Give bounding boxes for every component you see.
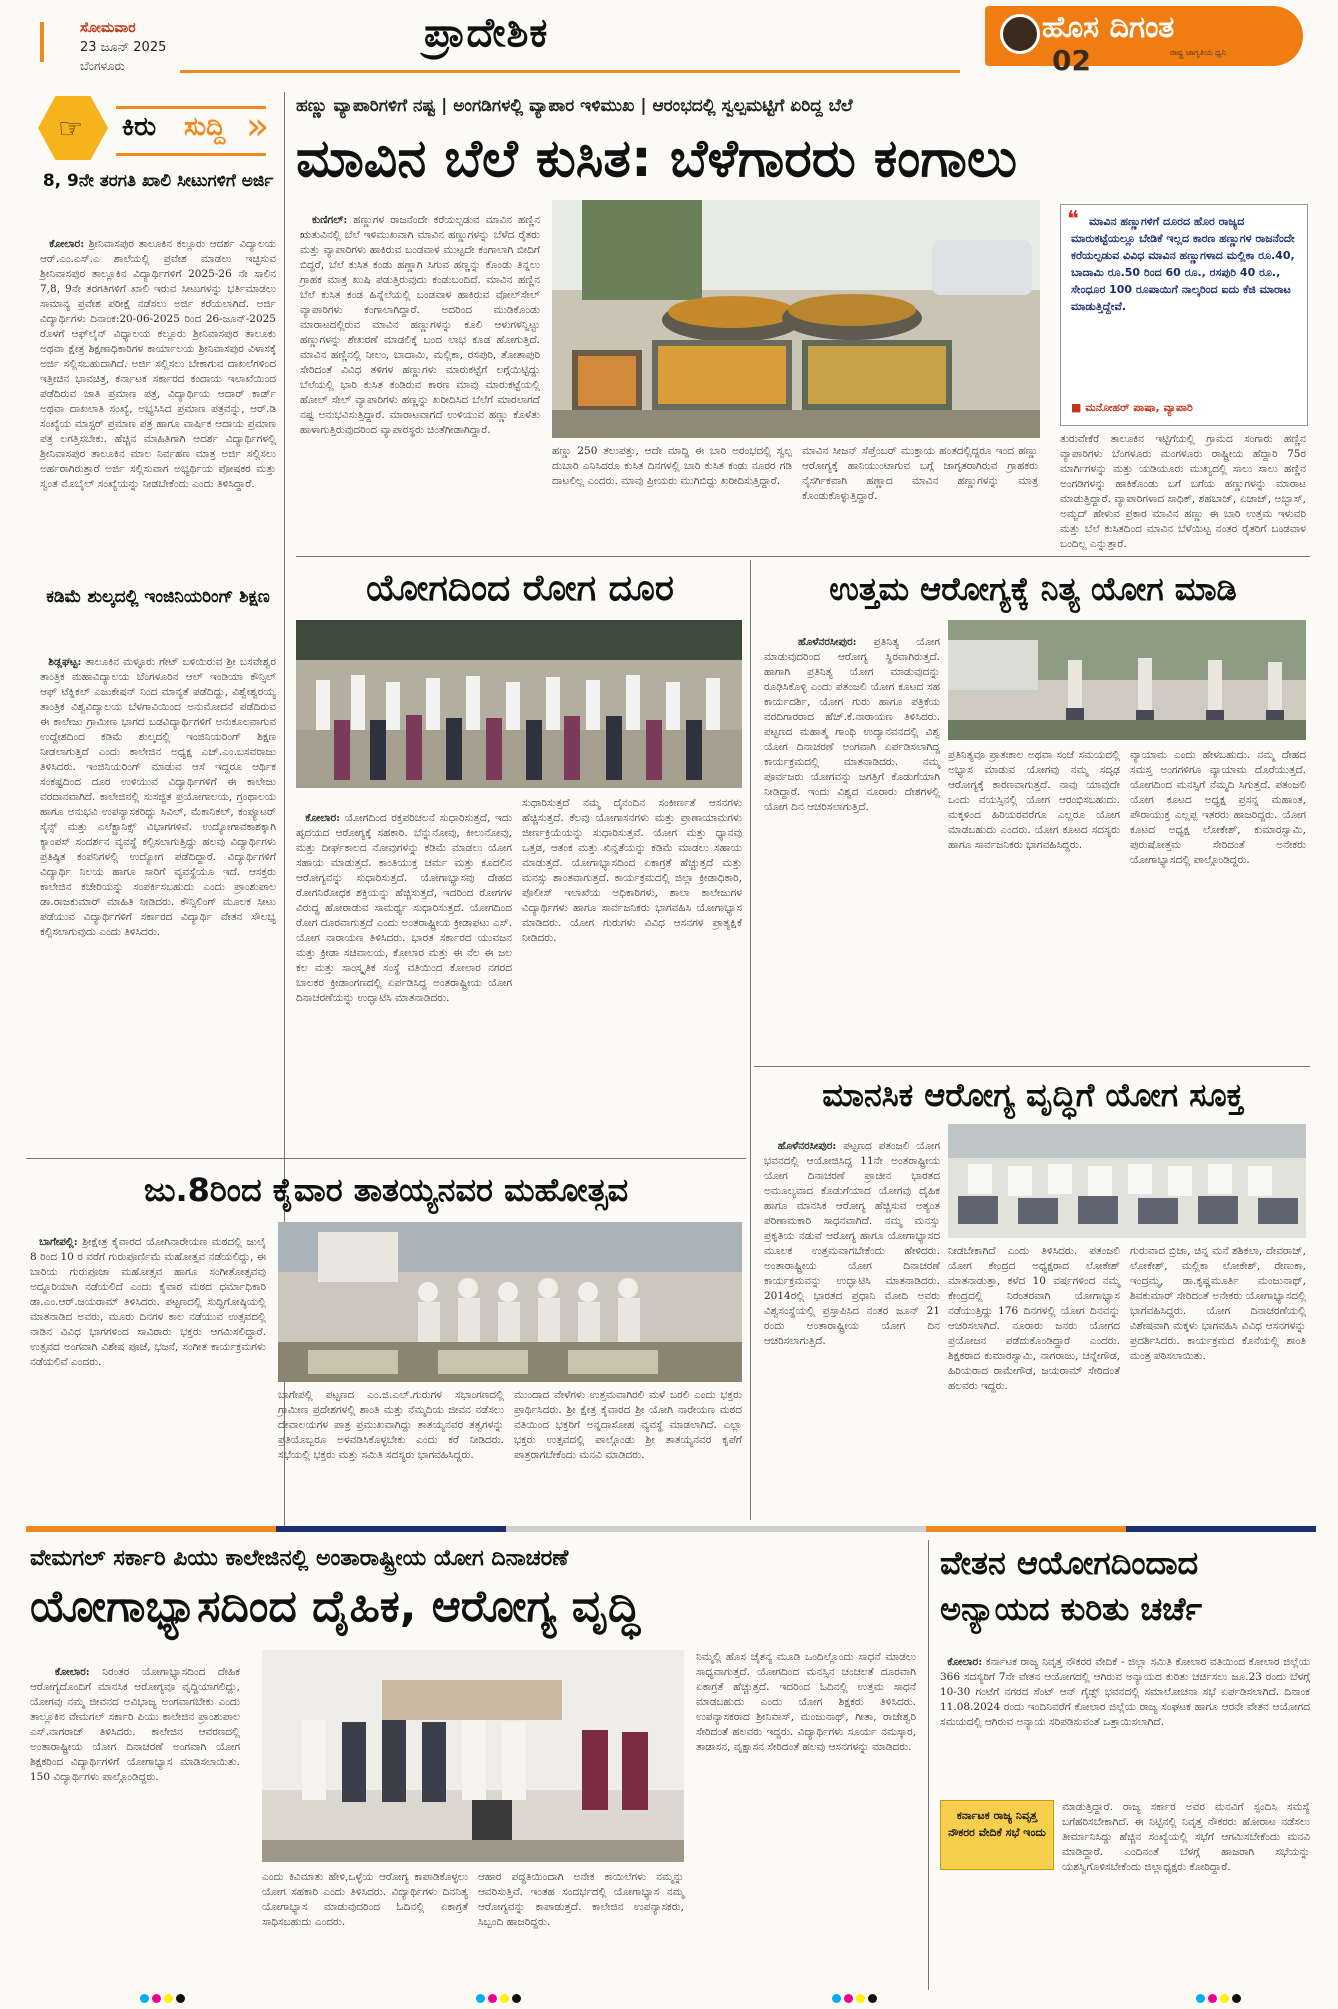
chevron-right-icon: » <box>246 104 270 148</box>
vemagal-col2: ಎಂದು ಕಿವಿಮಾತು ಹೇಳಿ,ಒಳ್ಳೆಯ ಆರೋಗ್ಯ ಕಾಪಾಡಿಕೊಳ್ಳಲು ಯೋಗ ಸಹಕಾರಿ ಎಂದು ತಿಳಿಸಿದರು. ವಿದ್ಯಾರ್ಥಿಗಳು ದಿನನಿತ್ಯ ಯೋಗಾಭ್ಯಾಸ ಮಾಡುವುದರಿಂದ ಓದಿನಲ್ಲಿ ಏಕಾಗ್ರತೆ ಸಾಧಿಸಬಹುದು ಎಂದರು. <box>262 1871 472 1928</box>
mango-kicker: ಹಣ್ಣು ವ್ಯಾಪಾರಿಗಳಿಗೆ ನಷ್ಟ | ಅಂಗಡಿಗಳಲ್ಲಿ ವ್ಯಾಪಾರ ಇಳಿಮುಖ | ಆರಂಭದಲ್ಲಿ ಸ್ವಲ್ಪಮಟ್ಟಿಗೆ ಏರಿದ್ದ ಬೆಲೆ <box>296 96 853 116</box>
hall-yoga-illustration <box>948 1124 1306 1238</box>
yoga1-col1: ಕೋಲಾರ: ಯೋಗದಿಂದ ರಕ್ತಪರಿಚಲನೆ ಸುಧಾರಿಸುತ್ತದೆ, ಇದು ಹೃದಯದ ಆರೋಗ್ಯಕ್ಕೆ ಸಹಕಾರಿ. ಬೆನ್ನುನೋವು, ಕೀಲುನೋವು, ಮತ್ತು ದೀರ್ಘಕಾಲದ ನೋವುಗಳನ್ನು ಕಡಿಮೆ ಮಾಡಲು ಯೋಗ ಸಹಾಯ ಮಾಡುತ್ತದೆ. ಕಾಂತಿಯುಕ್ತ ಚರ್ಮ ಮತ್ತು ಕೂದಲಿನ ಆರೋಗ್ಯವನ್ನು ಸುಧಾರಿಸುತ್ತದೆ. ಯೋಗಾಭ್ಯಾಸವು ದೇಹದ ರೋಗನಿರೋಧಕ ಶಕ್ತಿಯನ್ನು ಹೆಚ್ಚಿಸುತ್ತದೆ, ಇದರಿಂದ ರೋಗಗಳ ವಿರುದ್ಧ ಹೋರಾಡುವ ಸಾಮರ್ಥ್ಯ ಸುಧಾರಿಸುತ್ತದೆ. ಯೋಗದಿಂದ ರೋಗ ದೂರವಾಗುತ್ತದೆ ಎಂದು ಅಂತರಾಷ್ಟ್ರೀಯ ಕ್ರೀಡಾಪಟು ಎಸ್. ಯೋಗ ನಾರಾಯಣ ತಿಳಿಸಿದರು. ಭಾರತ ಸರ್ಕಾರದ ಯುವಜನ ಮತ್ತು ಕ್ರೀಡಾ ಸಚಿವಾಲಯ, ಕೋಲಾರ ಮತ್ತು ಈ ನೆಲ ಈ ಜಲ ಕಲ ಮತ್ತು ಸಾಂಸ್ಕೃತಿಕ ಸಂಸ್ಥೆ ವತಿಯಿಂದ ಕೋಲಾರ ನಗರದ ಬಾಲಕರ ಕ್ರೀಡಾಂಗಣದಲ್ಲಿ ಏರ್ಪಡಿಸಿದ್ದ ಅಂತರಾಷ್ಟ್ರೀಯ ಯೋಗ ದಿನಾಚರಣೆಯನ್ನು ಉದ್ಘಾಟಿಸಿ ಮಾತನಾಡಿದರು. <box>296 812 516 1004</box>
hand-pointer-icon: ☞ <box>58 112 84 145</box>
vetana-headline-2: ಅನ್ಯಾಯದ ಕುರಿತು ಚರ್ಚೆ <box>940 1590 1202 1628</box>
vemagal-col4: ನಿಮ್ಮಲ್ಲಿ ಹೊಸ ಚೈತನ್ಯ ಮೂಡಿ ಒಂದಿಲ್ಲೊಂದು ಸಾಧನೆ ಮಾಡಲು ಸಾಧ್ಯವಾಗುತ್ತದೆ. ಯೋಗದಿಂದ ಮನಸ್ಸಿನ ಚಂಚಲತೆ ದೂರವಾಗಿ ಏಕಾಗ್ರತೆ ಹೆಚ್ಚುತ್ತದೆ. ಇದರಿಂದ ಓದಿನಲ್ಲಿ ಉತ್ತಮ ಸಾಧನೆ ಮಾಡಬಹುದು ಎಂದು ಯೋಗ ಶಿಕ್ಷಕರು ತಿಳಿಸಿದರು. ಉಪನ್ಯಾಸಕರಾದ ಶ್ರೀನಿವಾಸ್, ಮಂಜುನಾಥ್, ಗೀತಾ, ರಾಜೇಶ್ವರಿ ಸೇರಿದಂತೆ ಹಲವರು ಇದ್ದರು. ವಿದ್ಯಾರ್ಥಿಗಳು ಸೂರ್ಯ ನಮಸ್ಕಾರ, ತಾಡಾಸನ, ವೃಕ್ಷಾಸನ ಸೇರಿದಂತೆ ಹಲವು ಆಸನಗಳನ್ನು ಮಾಡಿದರು. <box>696 1651 920 1753</box>
kirusuddi-item1-body: ಕೋಲಾರ: ಶ್ರೀನಿವಾಸಪುರ ತಾಲೂಕಿನ ಕಲ್ಲೂರು ಆದರ್ಶ ವಿದ್ಯಾಲಯ ಆರ್.ಎಂ.ಎಸ್.ಎ ಶಾಲೆಯಲ್ಲಿ ಪ್ರವೇಶ ಮಾಡಲು ಇಚ್ಛಿಸುವ ಶ್ರೀನಿವಾಸಪುರ ತಾಲ್ಲೂಕಿನ ವಿದ್ಯಾರ್ಥಿಗಳಿಗೆ 2025-26 ನೇ ಸಾಲಿನ 7,8, 9ನೇ ತರಗತಿಗಳಿಗೆ ಖಾಲಿ ಇರುವ ಸೀಟುಗಳನ್ನು ಭರ್ತಿಮಾಡಲು ಸಾಮಾನ್ಯ ಪ್ರವೇಶ ಪರೀಕ್ಷೆ ನಡೆಸಲು ಅರ್ಜಿ ಕರೆಯಲಾಗಿದೆ. ಅರ್ಜಿ ವಿದ್ಯಾರ್ಥಿಗಳು ದಿನಾಂಕ:20-06-2025 ರಿಂದ 26-ಜೂನ್-2025 ರೊಳಗೆ ಆಫ್‌ಲೈನ್ ವಿಧ್ಯಾಲಯ ಕಲ್ಲೂರು ಶ್ರೀನಿವಾಸಪುರ ತಾಲೂಕು ಅಥವಾ ಕ್ಷೇತ್ರ ಶಿಕ್ಷಣಾಧಿಕಾರಿಗಳ ಕಾರ್ಯಾಲಯ ಶ್ರೀನಿವಾಸಪುರ ವಿಳಾಸಕ್ಕೆ ಅರ್ಜಿ ಸಲ್ಲಿಸಬಹುದಾಗಿದೆ. ಅರ್ಜಿ ಸಲ್ಲಿಸಲು ಬೇಕಾಗುವ ದಾಖಲೆಗಳಿಂದ ಇತ್ತೀಚಿನ ಭಾವಚಿತ್ರ, ಕರ್ನಾಟಕ ಸರ್ಕಾರದ ಕಂದಾಯ ಇಲಾಖೆಯಿಂದ ಪಡೆದಿರುವ ಜಾತಿ ಪ್ರಮಾಣ ಪತ್ರ, ವಿದ್ಯಾರ್ಥಿಯ ಆದಾರ್ ಕಾರ್ಡ್ ಅಥವಾ ದಾಖಲಾತಿ ಸಂಖ್ಯೆ, ಅಭ್ಯಸಿಸಿದ ಪ್ರಮಾಣ ಪತ್ರವನ್ನು, ಆರ್.ಡಿ ಸಂಖ್ಯೆಯ ಮಾಸ್ಟರ್ ಪ್ರಮಾಣ ಪತ್ರ ಹಾಗೂ ವಾರ್ಷಿಕ ಆದಾಯ ಪ್ರಮಾಣ ಪತ್ರ ಲಗತ್ತಿಸಬೇಕು. ಹೆಚ್ಚಿನ ಮಾಹಿತಿಗಾಗಿ ಆದರ್ಶ ವಿದ್ಯಾರ್ಥಿಗಳಲ್ಲಿ ಶ್ರೀನಿವಾಸಪುರ ತಾಲೂಕಿನ ಮಾಲ ನಿರ್ವಹಣ ಮಾತ್ರ ಅರ್ಜಿ ಸಲ್ಲಿಸಲು ಅರ್ಹರಾಗಿರುತ್ತಾರೆ ಅರ್ಜಿ ಸಲ್ಲಿಸುವಾಗ ಅಭ್ಯರ್ಥಿಯ ಪೋಷಕರ ಮತ್ತು ಸ್ವಂತ ಮೊಬೈಲ್ ಸಂಖ್ಯೆಯನ್ನು ನೀಡಬೇಕೆಂದು ಎಂದು ತಿಳಿಸಿದ್ದಾರೆ. <box>40 238 280 490</box>
dateline: ಕುಣಿಗಲ್: <box>312 214 348 226</box>
kirusuddi-label-1: ಕಿರು <box>122 112 157 142</box>
dateline: ಬಾಗೇಪಲ್ಲಿ: <box>39 1236 78 1248</box>
mango-quote-by: ■ ಮನೋಹರ್ ಪಾಷಾ, ವ್ಯಾಪಾರಿ <box>1071 401 1193 414</box>
yoga1-photo <box>296 620 742 788</box>
dateline: ಕೋಲಾರ: <box>54 1666 90 1678</box>
registration-marks-left <box>140 1994 185 2003</box>
meeting-hall-illustration <box>278 1222 742 1382</box>
vemagal-kicker: ವೇಮಗಲ್ ಸರ್ಕಾರಿ ಪಿಯು ಕಾಲೇಜಿನಲ್ಲಿ ಅಂತಾರಾಷ್ಟ್ರೀಯ ಯೋಗ ದಿನಾಚರಣೆ <box>30 1546 569 1571</box>
page-number: 02 <box>1052 44 1091 77</box>
kirusuddi-logo <box>38 96 270 160</box>
kaivara-photo <box>278 1222 742 1382</box>
mango-quote: ಮಾವಿನ ಹಣ್ಣುಗಳಿಗೆ ದೂರದ ಹೊರ ರಾಜ್ಯದ ಮಾರುಕಟ್ಟೆಯಲ್ಲೂ ಬೇಡಿಕೆ ಇಲ್ಲದ ಕಾರಣ ಹಣ್ಣುಗಳ ರಾಜನೆಂದೇ ಕರೆಯಲ್ಪಡುವ ವಿವಿಧ ಮಾವಿನ ಹಣ್ಣುಗಳಾದ ಮಲ್ಲಿಕಾ ರೂ.40, ಬಾದಾಮಿ ರೂ.50 ರಿಂದ 60 ರೂ., ರಸಪುರಿ 40 ರೂ., ಸೇಂಧೂರ 100 ರೂಪಾಯಿಗೆ ನಾಲ್ಕರಿಂದ ಐದು ಕೆಜಿ ಮಾರಾಟ ಮಾಡುತ್ತಿದ್ದೇವೆ. <box>1071 215 1295 313</box>
kaivara-headline: ಜು.8ರಿಂದ ಕೈವಾರ ತಾತಯ್ಯನವರ ಮಹೋತ್ಸವ <box>143 1171 629 1209</box>
kaivara-col2: ಬಾಗೇಪಲ್ಲಿ ಪಟ್ಟಣದ ಎಂ.ಜಿ.ಎಲ್.ಗುರುಗಳ ಸಭಾಂಗಣದಲ್ಲಿ ಗ್ರಾಮೀಣ ಪ್ರದೇಶಗಳಲ್ಲಿ ಶಾಂತಿ ಮತ್ತು ನೆಮ್ಮದಿಯ ಜೀವನ ನಡೆಸಲು ದೇವಾಲಯಗಳ ಪಾತ್ರ ಪ್ರಮುಖವಾಗಿದ್ದು ತಾತಯ್ಯನವರ ತತ್ವಗಳನ್ನು ಪ್ರತಿಯೊಬ್ಬರೂ ಅಳವಡಿಸಿಕೊಳ್ಳಬೇಕು ಎಂದು ಕರೆ ನೀಡಿದರು. ಸಭೆಯಲ್ಲಿ ಭಕ್ತರು ಮತ್ತು ಸಮಿತಿ ಸದಸ್ಯರು ಭಾಗವಹಿಸಿದ್ದರು. <box>278 1389 508 1461</box>
yoga2-headline: ಉತ್ತಮ ಆರೋಗ್ಯಕ್ಕೆ ನಿತ್ಯ ಯೋಗ ಮಾಡಿ <box>829 570 1237 608</box>
vetana-body1: ಕೋಲಾರ: ಕರ್ನಾಟಕ ರಾಜ್ಯ ನಿವೃತ್ತ ನೌಕರರ ವೇದಿಕೆ - ಜಿಲ್ಲಾ ಸಮಿತಿ ಕೋಲಾರ ವತಿಯಿಂದ ಕೋಲಾರ ಜಿಲ್ಲೆಯ 366 ಸದಸ್ಯರಿಗೆ 7ನೇ ವೇತನ ಆಯೋಗದಲ್ಲಿ ಆಗಿರುವ ಅನ್ಯಾಯದ ಕುರಿತು ಚರ್ಚಿಸಲು ಜೂ.23 ರಂದು ಬೆಳಗ್ಗೆ 10-30 ಗಂಟೆಗೆ ನಗರದ ಸೆಂಟ್ ಆನ್ ಗೈಡ್ಸ್ ಭವನದಲ್ಲಿ ಸಮಾಲೋಚನಾ ಸಭೆ ಏರ್ಪಡಿಸಲಾಗಿದೆ. ದಿನಾಂಕ 11.08.2024 ರಂದು ಇಂದಿನಿವರೆಗೆ ಕೋಲಾರ ಜಿಲ್ಲೆಯ ರಾಜ್ಯ ಸಂಘಟಕ ಹಾಗೂ ಆರನೇ ವೇತನ ಆಯೋಗದ ಸಮಯದಲ್ಲಿ ಆಗಿರುವ ಅನ್ಯಾಯ ಸರಿಪಡಿಸುವಂತೆ ಒತ್ತಾಯಿಸಲಾಗಿದೆ. <box>940 1656 1314 1728</box>
yoga-column-divider <box>750 560 751 1520</box>
kirusuddi-item2-body: ಶಿಡ್ಲಘಟ್ಟ: ತಾಲೂಕಿನ ಮಳ್ಳೂರು ಗೇಟ್ ಬಳಿಯಿರುವ ಶ್ರೀ ಬಸವೇಶ್ವರ ತಾಂತ್ರಿಕ ಮಹಾವಿದ್ಯಾಲಯ ಬೆಂಗಳೂರಿನ ಆಲ್ ಇಂಡಿಯಾ ಕೌನ್ಸಿಲ್ ಆಫ್ ಟೆಕ್ನಿಕಲ್ ಎಜುಕೇಷನ್ ನಿಂದ ಮಾನ್ಯತೆ ಪಡೆದಿದ್ದು, ವಿಶ್ವೇಶ್ವರಯ್ಯ ತಾಂತ್ರಿಕ ವಿಶ್ವವಿದ್ಯಾಲಯ ಬೆಳಗಾವಿಯಿಂದ ಅನುಮೋದನೆ ಪಡೆದಿರುವ ಈ ಕಾಲೇಜು ಗ್ರಾಮೀಣ ಭಾಗದ ಬಡವಿದ್ಯಾರ್ಥಿಗಳಿಗೆ ಅನುಕೂಲವಾಗುವ ಉದ್ದೇಶದಿಂದ ಕಡಿಮೆ ಶುಲ್ಕದಲ್ಲಿ ಇಂಜಿನಿಯರಿಂಗ್ ಶಿಕ್ಷಣ ನೀಡಲಾಗುತ್ತಿದೆ ಎಂದು ಕಾಲೇಜಿನ ಅಧ್ಯಕ್ಷ ಎಚ್.ಎಂ.ಬಸವರಾಜು ತಿಳಿಸಿದರು. ಇಂಜಿನಿಯರಿಂಗ್ ಮಾಡುವ ಆಸೆ ಇದ್ದರೂ ಆರ್ಥಿಕ ಸಂಕಷ್ಟದಿಂದ ದೂರ ಉಳಿಯುವ ವಿದ್ಯಾರ್ಥಿಗಳಿಗೆ ಈ ಕಾಲೇಜು ವರದಾನವಾಗಿದೆ. ಕಾಲೇಜಿನಲ್ಲಿ ಸುಸಜ್ಜಿತ ಪ್ರಯೋಗಾಲಯ, ಗ್ರಂಥಾಲಯ ಹಾಗೂ ಅನುಭವಿ ಉಪನ್ಯಾಸಕರಿದ್ದು ಸಿವಿಲ್, ಮೆಕಾನಿಕಲ್, ಕಂಪ್ಯೂಟರ್ ಸೈನ್ಸ್ ಮತ್ತು ಎಲೆಕ್ಟ್ರಾನಿಕ್ಸ್ ವಿಭಾಗಗಳಿವೆ. ಉದ್ಯೋಗಾವಕಾಶಕ್ಕಾಗಿ ಕ್ಯಾಂಪಸ್ ಸಂದರ್ಶನ ವ್ಯವಸ್ಥೆ ಕಲ್ಪಿಸಲಾಗುತ್ತಿದ್ದು ಹಲವು ವಿದ್ಯಾರ್ಥಿಗಳು ಪ್ರತಿಷ್ಠಿತ ಕಂಪನಿಗಳಲ್ಲಿ ಉದ್ಯೋಗ ಪಡೆದಿದ್ದಾರೆ. ವಿದ್ಯಾರ್ಥಿಗಳಿಗೆ ವಿದ್ಯಾರ್ಥಿ ನಿಲಯ ಹಾಗೂ ಸಾರಿಗೆ ವ್ಯವಸ್ಥೆಯೂ ಇದೆ. ಆಸಕ್ತರು ಕಾಲೇಜಿನ ಕಚೇರಿಯನ್ನು ಸಂಪರ್ಕಿಸಬಹುದು ಎಂದು ಪ್ರಾಂಶುಪಾಲ ಡಾ.ರಾಜಕುಮಾರ್ ಮಾಹಿತಿ ನೀಡಿದರು. ಕೌನ್ಸಿಲಿಂಗ್ ಮೂಲಕ ಸೀಟು ಪಡೆಯುವ ವಿದ್ಯಾರ್ಥಿಗಳಿಗೆ ಸರ್ಕಾರದ ವಿದ್ಯಾರ್ಥಿ ವೇತನ ಸೌಲಭ್ಯ ಕಲ್ಪಿಸಲಾಗುವುದು ಎಂದು ತಿಳಿಸಿದರು. <box>40 656 280 938</box>
dateline: ಶಿಡ್ಲಘಟ್ಟ: <box>48 656 82 668</box>
dateline: ಹೊಳೆನರಸೀಪುರ: <box>798 636 857 648</box>
mango-headline: ಮಾವಿನ ಬೆಲೆ ಕುಸಿತ: ಬೆಳೆಗಾರರು ಕಂಗಾಲು <box>296 129 1018 189</box>
registration-marks-center <box>476 1994 521 2003</box>
yoga-crowd-illustration <box>296 620 742 788</box>
dateline: ಕೋಲಾರ: <box>49 238 85 250</box>
yoga3-photo <box>948 1124 1306 1238</box>
yoga2-col3: ವ್ಯಾಯಾಮ ಎಂದು ಹೇಳಬಹುದು. ನಮ್ಮ ದೇಹದ ಸಮಸ್ತ ಅಂಗಗಳಿಗೂ ವ್ಯಾಯಾಮ ದೊರೆಯುತ್ತದೆ. ಯೋಗದಿಂದ ಮನಸ್ಸಿಗೆ ನೆಮ್ಮದಿ ಸಿಗುತ್ತದೆ. ಪತಂಜಲಿ ಯೋಗ ಕೂಟದ ಅಧ್ಯಕ್ಷ ಪ್ರಸನ್ನ ಮಹಾಂತ, ಪೌರಾಯುಕ್ತ ಎಲ್ಲಪ್ಪ ಇತರರು ಹಾಜರಿದ್ದರು. ಯೋಗ ಕೂಟದ ಅಧ್ಯಕ್ಷ ಲೋಕೇಶ್, ಕುಮಾರಸ್ವಾಮಿ, ಪುರುಷೋತ್ತಮ ಸೇರಿದಂತೆ ಅನೇಕರು ಯೋಗಾಭ್ಯಾಸದಲ್ಲಿ ಪಾಲ್ಗೊಂಡಿದ್ದರು. <box>1130 749 1310 866</box>
yoga1-headline: ಯೋಗದಿಂದ ರೋಗ ದೂರ <box>366 568 674 609</box>
vetana-headline-1: ವೇತನ ಆಯೋಗದಿಂದಾದ <box>940 1544 1199 1582</box>
vetana-body2: ಮಾಡುತ್ತಿದ್ದಾರೆ. ರಾಜ್ಯ ಸರ್ಕಾರ ಅವರ ಮನವಿಗೆ ಸ್ಪಂದಿಸಿ ಸಮಸ್ಯೆ ಬಗೆಹರಿಸಬೇಕಾಗಿದೆ. ಈ ನಿಟ್ಟಿನಲ್ಲಿ ನಿವೃತ್ತ ನೌಕರರು ಹೋರಾಟ ನಡೆಸಲು ತೀರ್ಮಾನಿಸಿದ್ದು ಹೆಚ್ಚಿನ ಸಂಖ್ಯೆಯಲ್ಲಿ ಸಭೆಗೆ ಆಗಮಿಸಬೇಕೆಂದು ಮನವಿ ಮಾಡಿದ್ದಾರೆ. ಎಂದಿನಂತೆ ಬೆಳಗ್ಗೆ ಹಾಜರಾಗಿ ಸಭೆಯನ್ನು ಯಶಸ್ವಿಗೊಳಿಸಬೇಕೆಂದು ಜಿಲ್ಲಾಧ್ಯಕ್ಷರು ಕೋರಿದ್ದಾರೆ. <box>1062 1801 1314 1873</box>
masthead <box>0 0 1338 80</box>
kaivara-top-rule <box>26 1158 746 1159</box>
brand-logo-emblem-icon <box>1000 14 1040 54</box>
vetana-highlight-box <box>940 1800 1054 1870</box>
yoga2-photo <box>948 620 1306 740</box>
yoga2-col2: ಪ್ರತಿನಿತ್ಯವೂ ಪ್ರಾತಃಕಾಲ ಅಥವಾ ಸಂಜೆ ಸಮಯದಲ್ಲಿ ಅಭ್ಯಾಸ ಮಾಡುವ ಯೋಗವು ನಮ್ಮ ಸದೃಢ ಆರೋಗ್ಯಕ್ಕೆ ಕಾರಣವಾಗುತ್ತದೆ. ನಾವು ಯಾವುದೇ ಒಂದು ವಯಸ್ಸಿನಲ್ಲಿ ಯೋಗ ಆರಂಭಿಸಬಹುದು. ಮಕ್ಕಳಿಂದ ಹಿರಿಯರವರೆಗೂ ಎಲ್ಲರೂ ಯೋಗ ಮಾಡಬಹುದು ಎಂದರು. ಯೋಗ ಕೂಟದ ಸದಸ್ಯರು ಹಾಗೂ ಸಾರ್ವಜನಿಕರು ಭಾಗವಹಿಸಿದ್ದರು. <box>948 749 1124 851</box>
yoga3-col2: ನೀಡಬೇಕಾಗಿದೆ ಎಂದು ತಿಳಿಸಿದರು. ಪತಂಜಲಿ ಯೋಗ ಕೇಂದ್ರದ ಅಧ್ಯಕ್ಷರಾದ ಲೋಕೇಶ್ ಮಾತನಾಡುತ್ತಾ, ಕಳೆದ 10 ವರ್ಷಗಳಿಂದ ನಮ್ಮ ಕೇಂದ್ರದಲ್ಲಿ ನಿರಂತರವಾಗಿ ಯೋಗಾಭ್ಯಾಸ ನಡೆಯುತ್ತಿದ್ದು 176 ದಿನಗಳಲ್ಲಿ ಯೋಗ ದಿನವನ್ನು ಆಚರಿಸಲಾಗಿದೆ. ನೂರಾರು ಜನರು ಯೋಗದ ಪ್ರಯೋಜನ ಪಡೆದುಕೊಂಡಿದ್ದಾರೆ ಎಂದರು. ಶಿಕ್ಷಕರಾದ ಕುಮಾರಸ್ವಾಮಿ, ನಾಗರಾಜು, ಚನ್ನೇಗೌಡ, ಹಿರಿಯರಾದ ರಾಮೇಗೌಡ, ಜಯರಾಮ್ ಸೇರಿದಂತೆ ಹಲವರು ಇದ್ದರು. <box>948 1245 1124 1392</box>
yoga2-bottom-rule <box>754 1066 1310 1067</box>
yoga3-col1: ಹೊಳೆನರಸೀಪುರ: ಪಟ್ಟಣದ ಪತಂಜಲಿ ಯೋಗ ಭವನದಲ್ಲಿ ಆಯೋಜಿಸಿದ್ದ 11ನೇ ಅಂತರಾಷ್ಟ್ರೀಯ ಯೋಗ ದಿನಾಚರಣೆ ಪ್ರಾಚೀನ ಭಾರತದ ಅಮೂಲ್ಯವಾದ ಕೊಡುಗೆಯಾದ ಯೋಗವು ದೈಹಿಕ ಹಾಗೂ ಮಾನಸಿಕ ಆರೋಗ್ಯ ಹೆಚ್ಚಿಸುವ ಅತ್ಯಂತ ಪರಿಣಾಮಕಾರಿ ಸಾಧನವಾಗಿದೆ. ನಮ್ಮ ಮನಸ್ಸು ಪ್ರಕೃತಿಯ ನಡುವೆ ಆರೋಗ್ಯ ಹಾಗೂ ಯೋಗಾಭ್ಯಾಸದ ಮೂಲಕ ಉತ್ತಮವಾಗಬೇಕೆಂದು ಹೇಳಿದರು. ಅಂತಾರಾಷ್ಟ್ರೀಯ ಯೋಗ ದಿನಾಚರಣೆ ಕಾರ್ಯಕ್ರಮವನ್ನು ಉದ್ಘಾಟಿಸಿ ಮಾತನಾಡಿದರು. 2014ರಲ್ಲಿ ಭಾರತದ ಪ್ರಧಾನಿ ಮೋದಿ ಅವರು ವಿಶ್ವಸಂಸ್ಥೆಯಲ್ಲಿ ಪ್ರಸ್ತಾಪಿಸಿದ ನಂತರ ಜೂನ್ 21 ರಂದು ಅಂತಾರಾಷ್ಟ್ರೀಯ ಯೋಗ ದಿನ ಆಚರಿಸಲಾಗುತ್ತಿದೆ. <box>764 1140 944 1347</box>
yoga3-headline: ಮಾನಸಿಕ ಆರೋಗ್ಯ ವೃದ್ಧಿಗೆ ಯೋಗ ಸೂಕ್ತ <box>822 1076 1244 1114</box>
mango-photo <box>552 200 1040 438</box>
vemagal-col3: ಆಹಾರ ಪದ್ಧತಿಯಿಂದಾಗಿ ಅನೇಕ ಕಾಯಿಲೆಗಳು ನಮ್ಮನ್ನು ಆವರಿಸುತ್ತಿವೆ. ಇಂತಹ ಸಂದರ್ಭದಲ್ಲಿ ಯೋಗಾಭ್ಯಾಸ ನಮ್ಮ ಆರೋಗ್ಯವನ್ನು ಕಾಪಾಡುತ್ತದೆ. ಕಾಲೇಜಿನ ಉಪನ್ಯಾಸಕರು, ಸಿಬ್ಬಂದಿ ಹಾಜರಿದ್ದರು. <box>478 1871 688 1928</box>
masthead-city: ಬೆಂಗಳೂರು <box>80 59 125 73</box>
mango-photo-caption: ಹಣ್ಣು 250 ತಲುಪತ್ತು, ಆದೇ ಮಾದ್ದಿ ಈ ಬಾರಿ ಅರಂಭದಲ್ಲಿ ಸ್ವಲ್ಪ ದುಬಾರಿ ಎನಿಸಿದರೂ ಕುಸಿತ ದಿನಗಳಲ್ಲಿ ಬಾರಿ ಕುಸಿತ ಕಂಡು ನೂರರ ಗಡಿ ದಾಟಲಿಲ್ಲ ಎಂದರು. ಮಾವು ಪ್ರೀಯರು ಮುಗಿಬಿದ್ದು ಖರೀದಿಸುತ್ತಿದ್ದಾರೆ. <box>552 445 796 487</box>
vemagal-photo <box>262 1650 684 1862</box>
vemagal-col1: ಕೋಲಾರ: ನಿರಂತರ ಯೋಗಾಭ್ಯಾಸದಿಂದ ದೇಹಿಕ ಆರೋಗ್ಯದೊಂದಿಗೆ ಮಾನಸಿಕ ಆರೋಗ್ಯವೂ ವೃದ್ಧಿಯಾಗಲಿದ್ದು, ಯೋಗವು ನಮ್ಮ ಜೀವನದ ಅವಿಭಾಜ್ಯ ಅಂಗವಾಗಬೇಕು ಎಂದು ತಾಲ್ಲೂಕಿನ ವೇಮಗಲ್ ಸರ್ಕಾರಿ ಪಿಯು ಕಾಲೇಜಿನ ಪ್ರಾಂಶುಪಾಲ ಎಸ್.ನಾಗರಾಜ್ ತಿಳಿಸಿದರು. ಕಾಲೇಜಿನ ಆವರಣದಲ್ಲಿ ಅಂತಾರಾಷ್ಟ್ರೀಯ ಯೋಗ ದಿನಾಚರಣೆ ಅಂಗವಾಗಿ ಯೋಗ ಶಿಕ್ಷಕರಿಂದ ವಿದ್ಯಾರ್ಥಿಗಳಿಗೆ ಯೋಗಾಭ್ಯಾಸ ಮಾಡಿಸಲಾಯಿತು. 150 ವಿದ್ಯಾರ್ಥಿಗಳು ಪಾಲ್ಗೊಂಡಿದ್ದರು. <box>30 1666 244 1783</box>
college-stage-illustration <box>262 1650 684 1862</box>
mango-bottom-rule <box>296 556 1310 557</box>
yoga3-col3: ಗುರುವಾದ ಬ್ರಿಜಾ, ಚಿನ್ನ ಮನೆ ಶಶಿಕಲಾ, ದೇವರಾಜ್, ಲೋಕೇಶ್, ಮಲ್ಲಿಕಾ ಲೋಕೇಶ್, ರೇಣುಕಾ, ಇಂದ್ರಮ್ಮ, ಡಾ.ಕೃಷ್ಣಮೂರ್ತಿ ಮಂಜುನಾಥ್, ಶಿವಕುಮಾರ್ ಸೇರಿದಂತೆ ಅನೇಕರು ಯೋಗಾಭ್ಯಾಸದಲ್ಲಿ ಭಾಗವಹಿಸಿದ್ದರು. ಯೋಗ ದಿನಾಚರಣೆಯಲ್ಲಿ ವಿಶೇಷವಾಗಿ ಮಕ್ಕಳು ಭಾಗವಹಿಸಿ ವಿವಿಧ ಆಸನಗಳನ್ನು ಪ್ರದರ್ಶಿಸಿದರು. ಕಾರ್ಯಕ್ರಮದ ಕೊನೆಯಲ್ಲಿ ಶಾಂತಿ ಮಂತ್ರ ಪಠಿಸಲಾಯಿತು. <box>1130 1245 1310 1362</box>
vetana-highlight-text: ಕರ್ನಾಟಕ ರಾಜ್ಯ ನಿವೃತ್ತ ನೌಕರರ ವೇದಿಕೆ ಸಭೆ ಇಂದು <box>948 1809 1046 1839</box>
brand-tagline: ರಾಷ್ಟ್ರ ಜಾಗೃತಿಯ ಧ್ವನಿ <box>1170 48 1227 57</box>
quote-icon: ❝ <box>1067 207 1079 232</box>
masthead-date: 23 ಜೂನ್ 2025 <box>80 40 167 55</box>
color-strip <box>26 1526 1316 1532</box>
masthead-day: ಸೋಮವಾರ <box>80 20 136 36</box>
registration-marks-right <box>1196 1994 1241 2003</box>
mango-crates-illustration <box>552 200 1040 438</box>
mango-quote-box <box>1060 204 1308 426</box>
mango-col-right: ತುರುವೇಕೆರೆ ತಾಲೂಕಿನ ಇಟ್ಟಿಗೆಯಲ್ಲಿ ಗ್ರಾಮದ ಸಂಗಾರು ಹಣ್ಣಿನ ವ್ಯಾಪಾರಿಗಳು ಬೆಂಗಳೂರು ಮಂಗಳೂರು ರಾಷ್ಟ್ರೀಯ ಹೆದ್ದಾರಿ 75ರ ಮಾರ್ಗಿಗಳನ್ನು ಮತ್ತು ಯಡಿಯೂರು ಮುಖ್ಯದಲ್ಲಿ ಸಾಲು ಸಾಲು ಹಣ್ಣಿನ ಅಂಗಡಿಗಳನ್ನು ಹಾಕಿಕೊಂಡು ಬಗೆ ಬಗೆಯ ಹಣ್ಣುಗಳನ್ನು ಮಾರಾಟ ಮಾಡುತ್ತಿದ್ದಾರೆ. ವ್ಯಾಪಾರಿಗಳಾದ ಸಾಧಿಕ್, ಶಹಬಾಜ್, ಏಜಾಜ್, ಅಬ್ಬಾಸ್, ಅಮ್ಜದ್ ಹೇಳುವ ಪ್ರಕಾರ ಮಾವಿನ ಹಣ್ಣು ಈ ಬಾರಿ ಉತ್ತಮ ಇಳುವರಿ ಮತ್ತು ಬೆಲೆ ಕುಸಿತದಿಂದ ಮಾವಿನ ಬೆಳೆಯಿಟ್ಟ ನಂತರ ರೈತರಿಗೆ ಬಂಡವಾಳ ಬಂದಿಲ್ಲ ಎನ್ನುತ್ತಾರೆ. <box>1060 433 1310 550</box>
kirusuddi-item1-headline: 8, 9ನೇ ತರಗತಿ ಖಾಲಿ ಸೀಟುಗಳಿಗೆ ಅರ್ಜಿ <box>42 171 274 191</box>
dateline: ಕೋಲಾರ: <box>305 812 341 824</box>
masthead-rule <box>180 70 960 73</box>
mango-col-bottom2: ಮಾವಿನ ಸೀಜನ್ ಸೆಪ್ತೆಂಬರ್ ಮುಕ್ತಾಯ ಹಂತದಲ್ಲಿದ್ದರೂ ಇಂದ ಹಣ್ಣು ಆರೋಗ್ಯಕ್ಕೆ ಹಾನಿಯುಂಟಾಗುವ ಬಗ್ಗೆ ಜಾಗೃತರಾಗಿರುವ ಗ್ರಾಹಕರು ನೈಸರ್ಗಿಕವಾಗಿ ಹಣ್ಣಾದ ಮಾವಿನ ಹಣ್ಣುಗಳನ್ನು ಮಾತ್ರ ಕೊಂಡುಕೊಳ್ಳುತ್ತಿದ್ದಾರೆ. <box>802 445 1042 502</box>
park-yoga-illustration <box>948 620 1306 740</box>
vetana-divider <box>928 1540 929 1990</box>
yoga1-col2: ಸುಧಾರಿಸುತ್ತದೆ ನಮ್ಮ ದೈನಂದಿನ ಸಂಕೀರ್ಣತೆ ಆಸನಗಳು ಹೆಚ್ಚಿಸುತ್ತದೆ. ಕೆಲವು ಯೋಗಾಸನಗಳು ಮತ್ತು ಪ್ರಾಣಾಯಾಮಗಳು ಜೀರ್ಣಕ್ರಿಯೆಯನ್ನು ಸುಧಾರಿಸುತ್ತವೆ. ಯೋಗ ಮತ್ತು ಧ್ಯಾನವು ಒತ್ತಡ, ಆತಂಕ ಮತ್ತು ಖಿನ್ನತೆಯನ್ನು ಕಡಿಮೆ ಮಾಡಲು ಸಹಾಯ ಮಾಡುತ್ತದೆ. ಯೋಗಾಭ್ಯಾಸದಿಂದ ಏಕಾಗ್ರತೆ ಹೆಚ್ಚುತ್ತದೆ ಮತ್ತು ಮನಸ್ಸು ಶಾಂತವಾಗುತ್ತದೆ. ಕಾರ್ಯಕ್ರಮದಲ್ಲಿ ಜಿಲ್ಲಾ ಕ್ರೀಡಾಧಿಕಾರಿ, ಪೊಲೀಸ್ ಇಲಾಖೆಯ ಅಧಿಕಾರಿಗಳು, ಶಾಲಾ ಕಾಲೇಜುಗಳ ವಿದ್ಯಾರ್ಥಿಗಳು ಹಾಗೂ ಸಾರ್ವಜನಿಕರು ಭಾಗವಹಿಸಿ ಯೋಗಾಭ್ಯಾಸ ಮಾಡಿದರು. ಯೋಗ ಗುರುಗಳು ವಿವಿಧ ಆಸನಗಳ ಪ್ರಾತ್ಯಕ್ಷಿಕೆ ನೀಡಿದರು. <box>522 797 746 944</box>
brand-name: ಹೊಸ ದಿಗಂತ <box>1042 10 1175 45</box>
kaivara-col3: ಮುಂದಾದ ವೇಳೆಗಳು ಉತ್ತಮವಾಗಿರಲಿ ಮಳೆ ಬರಲಿ ಎಂದು ಭಕ್ತರು ಪ್ರಾರ್ಥಿಸಿದರು. ಶ್ರೀ ಕ್ಷೇತ್ರ ಕೈವಾರದ ಶ್ರೀ ಯೋಗಿ ನಾರೇಯಣ ಮಠದ ವತಿಯಿಂದ ಭಕ್ತರಿಗೆ ಅನ್ನದಾಸೋಹ ವ್ಯವಸ್ಥೆ ಮಾಡಲಾಗಿದೆ. ಎಲ್ಲಾ ಭಕ್ತರು ಉತ್ಸವದಲ್ಲಿ ಪಾಲ್ಗೊಂಡು ಶ್ರೀ ತಾತಯ್ಯನವರ ಕೃಪೆಗೆ ಪಾತ್ರರಾಗಬೇಕೆಂದು ಮನವಿ ಮಾಡಿದರು. <box>514 1389 746 1461</box>
dateline: ಕೋಲಾರ: <box>947 1656 983 1668</box>
registration-marks-mid <box>832 1994 877 2003</box>
yoga2-col1: ಹೊಳೆನರಸೀಪುರ: ಪ್ರತಿನಿತ್ಯ ಯೋಗ ಮಾಡುವುದರಿಂದ ಆರೋಗ್ಯ ಸ್ಥಿರವಾಗಿರುತ್ತದೆ. ಹಾಗಾಗಿ ಪ್ರತಿನಿತ್ಯ ಯೋಗ ಮಾಡುವುದನ್ನು ರೂಢಿಸಿಕೊಳ್ಳಿ ಎಂದು ಪತಂಜಲಿ ಯೋಗ ಕೂಟದ ಸಹ ಕಾರ್ಯದರ್ಶಿ, ಯೋಗ ಗುರು ಹಾಗೂ ಪತ್ರಿಕೆಯ ವರದಿಗಾರರಾದ ಹೆಚ್.ಕೆ.ನಾರಾಯಣ ತಿಳಿಸಿದರು. ಪಟ್ಟಣದ ಮಹಾತ್ಮ ಗಾಂಧಿ ಉದ್ಯಾನವನದಲ್ಲಿ ವಿಶ್ವ ಯೋಗ ದಿನಾಚರಣೆ ಅಂಗವಾಗಿ ಏರ್ಪಡಿಸಲಾಗಿದ್ದ ಕಾರ್ಯಕ್ರಮದಲ್ಲಿ ಮಾತನಾಡಿದರು. ನಮ್ಮ ಪೂರ್ವಜರು ಯೋಗವನ್ನು ಜಗತ್ತಿಗೆ ಕೊಡುಗೆಯಾಗಿ ನೀಡಿದ್ದಾರೆ. ಇಂದು ವಿಶ್ವದ ನೂರಾರು ದೇಶಗಳಲ್ಲಿ ಯೋಗ ದಿನ ಆಚರಿಸಲಾಗುತ್ತಿದೆ. <box>764 636 944 813</box>
section-title: ಪ್ರಾದೇಶಿಕ <box>424 10 549 56</box>
vemagal-headline: ಯೋಗಾಭ್ಯಾಸದಿಂದ ದೈಹಿಕ, ಆರೋಗ್ಯ ವೃದ್ಧಿ <box>30 1581 640 1632</box>
mango-col1: ಕುಣಿಗಲ್: ಹಣ್ಣುಗಳ ರಾಜನೆಂದೇ ಕರೆಯಲ್ಪಡುವ ಮಾವಿನ ಹಣ್ಣಿನ ಋತುವಿನಲ್ಲಿ ಬೆಲೆ ಇಳಿಮುಖವಾಗಿ ಮಾವಿನ ಹಣ್ಣುಗಳನ್ನು ಬೆಳೆದ ರೈತರು ಮತ್ತು ವ್ಯಾಪಾರಿಗಳು ಹಾಕಿರುವ ಬಂಡವಾಳ ಮುಟ್ಟದೇ ಕಂಗಾಲಾಗಿ ಬೀದಿಗೆ ಬಿದ್ದರೆ, ಬೆಲೆ ಕುಸಿತ ಕಂಡು ಹಣ್ಣಾಗಿ ಸಿಗುವ ಹಣ್ಣನ್ನು ಕೊಂಡು ತಿನ್ನಲು ಗ್ರಾಹಕ ಮಾತ್ರ ಖುಷಿ ಪಡುತ್ತಿರುವುದು ಕಂಡುಬಂದಿದೆ. ಮಾವಿನ ಹಣ್ಣಿನ ಬೆಲೆ ಕುಸಿತ ಕಂಡ ಹಿನ್ನೆಲೆಯಲ್ಲಿ ಬಂಡವಾಳ ಹಾಕಿರುವ ವೋಲ್‌ಸೇಲ್ ವ್ಯಾಪಾರಿಗಳು ಕಂಗಾಲಾಗಿದ್ದಾರೆ. ಅದರಿಂದ ಮುಡಿಕೊಂಡು ಮಾರಾಟದಲ್ಲಿರುವ ಮಾವಿನ ಹಣ್ಣುಗಳನ್ನು ಕೂಲಿ ಆಳುಗಳನ್ನಿಟ್ಟು ಹಣ್ಣುಗಳನ್ನು ಶೇಖರಣೆ ಮಾಡಲಿಕ್ಕೆ ಬಂದ ಲಾಭ ಕೂಡ ಹೋಗುತ್ತಿದೆ. ಮಾವಿನ ಹಣ್ಣಿನಲ್ಲಿ ನೀಲಂ, ಬಾದಾಮಿ, ಮಲ್ಲಿಕಾ, ರಸಪುರಿ, ತೋತಾಪುರಿ ಸೇರಿದಂತೆ ವಿವಿಧ ತಳಿಗಳ ಹಣ್ಣುಗಳು ಮಾರುಕಟ್ಟೆಗೆ ಲಗ್ಗೆಯಿಟ್ಟಿದ್ದು ಬೆಲೆಯಲ್ಲಿ ಭಾರಿ ಕುಸಿತ ಕಂಡಿರುವ ಕಾರಣ ಮಾವು ಮಾರುಕಟ್ಟೆಯಲ್ಲಿ ಹೋಲ್ ಸೇಲ್ ವ್ಯಾಪಾರಿಗಳು ಹಣ್ಣನ್ನು ಖರೀದಿಸಿದ ಬೆಲೆಗೆ ಮಾರಲಾಗದೆ ನಷ್ಟ ಅನುಭವಿಸುತ್ತಿದ್ದಾರೆ. ಮಾರಾಟವಾಗದೆ ಉಳಿಯುವ ಹಣ್ಣು ಕೊಳೆತು ಹಾಳಾಗುತ್ತಿರುವುದರಿಂದ ವ್ಯಾಪಾರಸ್ಥರು ಚಿಂತೆಗೀಡಾಗಿದ್ದಾರೆ. <box>300 214 544 436</box>
dateline: ಹೊಳೆನರಸೀಪುರ: <box>777 1140 837 1152</box>
kaivara-col1: ಬಾಗೇಪಲ್ಲಿ: ಶ್ರೀಕ್ಷೇತ್ರ ಕೈವಾರದ ಯೋಗಿನಾರೇಯಣ ಮಠದಲ್ಲಿ ಜುಲೈ 8 ರಿಂದ 10 ರ ವರೆಗೆ ಗುರುಪೂರ್ಣಿಮೆ ಮಹೋತ್ಸವ ನಡೆಯಲಿದ್ದು, ಈ ಬಾರಿಯ ಗುರುಪೂಜಾ ಮಹೋತ್ಸವ ಹಾಗೂ ಸಂಗೀತೋತ್ಸವವು ಅದ್ದೂರಿಯಾಗಿ ನಡೆಯಲಿದೆ ಎಂದು ಕೈವಾರ ಮಠದ ಧರ್ಮಾಧಿಕಾರಿ ಡಾ.ಎಂ.ಆರ್.ಜಯರಾಮ್ ತಿಳಿಸಿದರು. ಪಟ್ಟಣದಲ್ಲಿ ಸುದ್ದಿಗೋಷ್ಠಿಯಲ್ಲಿ ಮಾತನಾಡಿದ ಅವರು, ಮೂರು ದಿನಗಳ ಕಾಲ ನಡೆಯುವ ಉತ್ಸವದಲ್ಲಿ ನಾಡಿನ ವಿವಿಧ ಭಾಗಗಳಿಂದ ಸಾವಿರಾರು ಭಕ್ತರು ಆಗಮಿಸಲಿದ್ದಾರೆ. ಉತ್ಸವದ ಅಂಗವಾಗಿ ವಿಶೇಷ ಪೂಜೆ, ಭಜನೆ, ಸಂಗೀತ ಕಾರ್ಯಕ್ರಮಗಳು ನಡೆಯಲಿವೆ ಎಂದರು. <box>30 1236 270 1368</box>
kirusuddi-item2-headline: ಕಡಿಮೆ ಶುಲ್ಕದಲ್ಲಿ ಇಂಜಿನಿಯರಿಂಗ್ ಶಿಕ್ಷಣ <box>46 587 270 607</box>
kirusuddi-label-2: ಸುದ್ದಿ <box>184 112 226 142</box>
masthead-orange-bar <box>40 22 44 62</box>
